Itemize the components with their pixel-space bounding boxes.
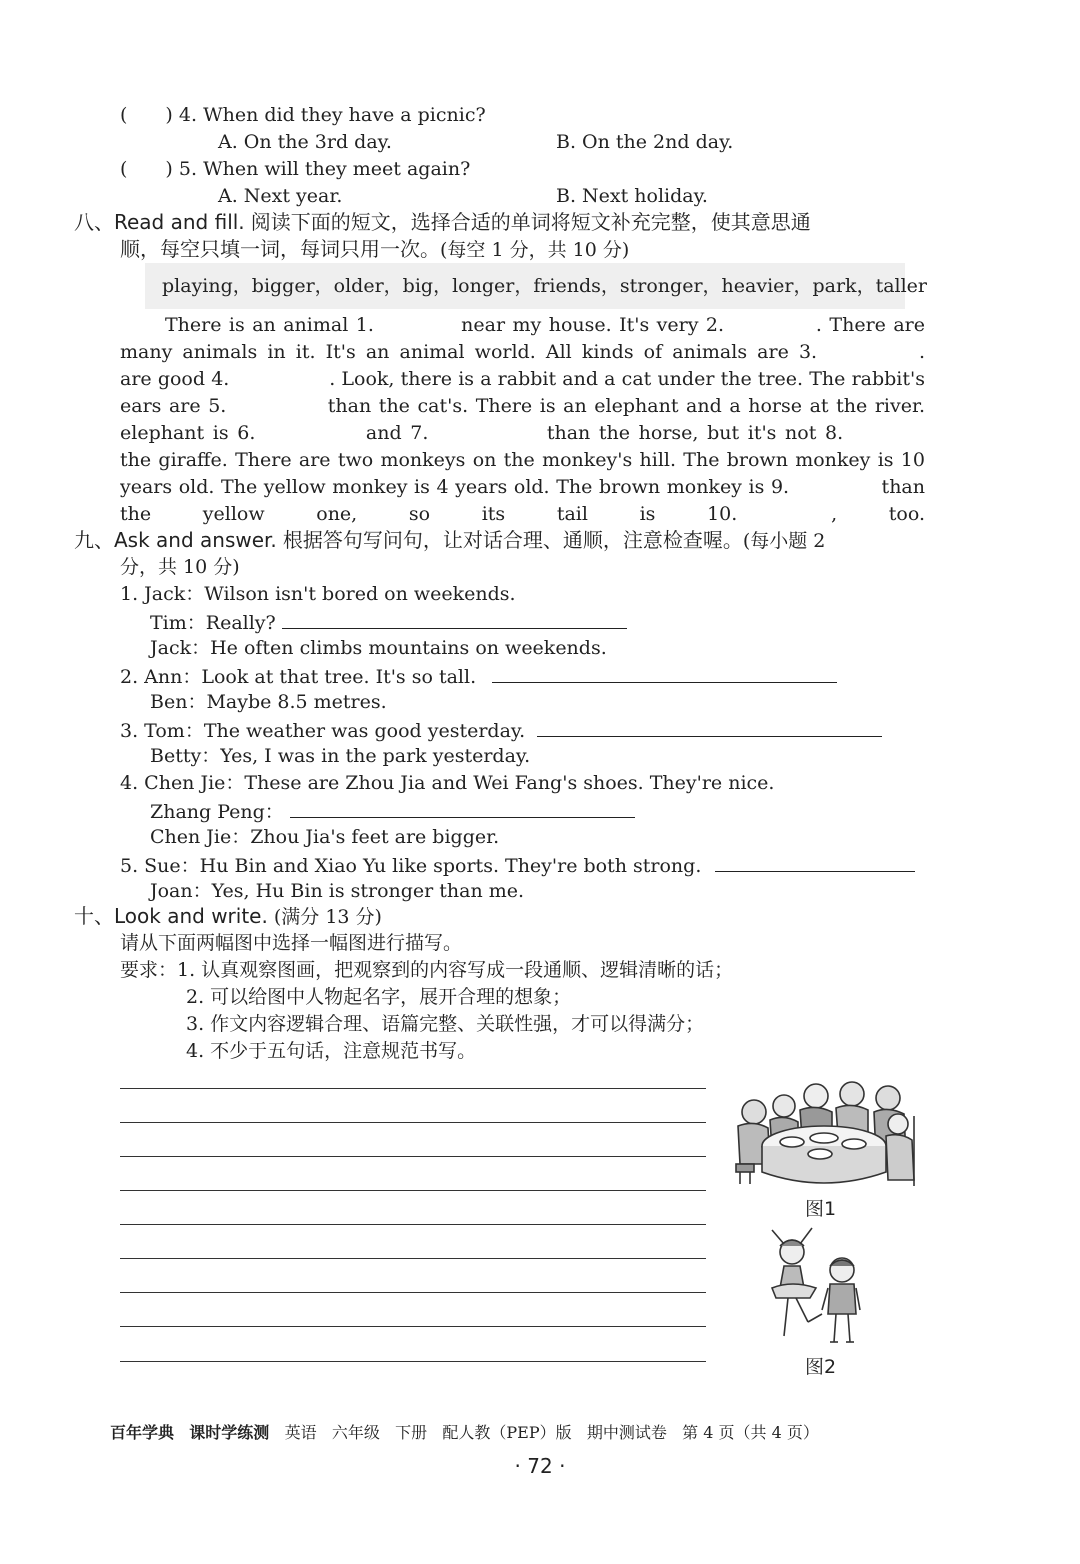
dialog-line [120,770,774,796]
passage-line [120,474,925,500]
dialog-text: 5. Sue：Hu Bin and Xiao Yu like sports. They're both strong. [120,855,702,877]
brand-name: 百年学典 [110,1423,175,1442]
answer-blank[interactable]: 10. [707,501,831,527]
passage-text: years old. The yellow monkey is 4 years old. The brown monkey is [120,476,771,498]
question-4: ( ) 4. When did they have a picnic? [120,104,486,126]
dialog-text: Betty：Yes, I was in the park yesterday. [150,745,531,767]
section-title: Look and write. [114,904,268,928]
passage-text: ears are [120,395,209,417]
section-title: Read and fill. [114,210,245,234]
section-9-header-line2: 分，共 10 分) [120,556,240,578]
dialog-line [120,716,882,744]
requirement-4: 4. 不少于五句话，注意规范书写。 [186,1040,477,1062]
answer-paren[interactable]: ( ) [120,158,173,180]
answer-blank[interactable]: 8. [825,420,925,446]
passage-text: , too. [831,503,925,525]
passage-text: the yellow one, so its tail is [120,503,708,525]
dialog-text: 1. Jack：Wilson isn't bored on weekends. [120,583,516,605]
answer-blank[interactable]: 9. [771,474,875,500]
answer-blank[interactable]: 2. [706,312,816,338]
passage-text: elephant is [120,422,238,444]
question-text: When will they meet again? [203,158,471,180]
writing-line[interactable] [120,1361,706,1362]
answer-blank[interactable]: 4. [211,366,329,392]
passage-line [165,312,925,338]
section-8-header: 八、Read and fill. 阅读下面的短文，选择合适的单词将短文补充完整，使其意思通 [74,210,811,234]
question-5-option-b: B. Next holiday. [556,185,708,207]
writing-line[interactable] [120,1258,706,1259]
dialog-line [120,662,837,690]
page-indicator: 第 4 页（共 4 页） [682,1423,819,1442]
section-10-header: 十、Look and write. (满分 13 分) [74,904,382,928]
passage-line [120,366,925,392]
passage-line [120,447,925,473]
answer-line[interactable] [282,608,627,629]
dialog-line [150,635,607,661]
question-4-option-a: A. On the 3rd day. [218,131,392,153]
passage-text: . [918,341,925,363]
dialog-text: 3. Tom：The weather was good yesterday. [120,720,526,742]
dialog-text: Joan：Yes, Hu Bin is stronger than me. [150,880,525,902]
section-instruction: 阅读下面的短文，选择合适的单词将短文补充完整，使其意思通 [250,210,811,234]
dialog-line [150,743,530,769]
figure-1-caption: 图1 [805,1198,837,1220]
dialog-text: Tim：Really? [150,612,276,634]
question-4-option-b: B. On the 2nd day. [556,131,734,153]
answer-blank[interactable]: 7. [410,420,538,446]
dialog-text: Zhang Peng： [150,801,284,823]
passage-line [120,339,925,365]
writing-line[interactable] [120,1292,706,1293]
answer-line[interactable] [492,662,837,683]
answer-line[interactable] [715,851,915,872]
passage-line [120,420,925,446]
dialog-text: Jack：He often climbs mountains on weekends. [150,637,607,659]
answer-line[interactable] [290,797,635,818]
answer-blank[interactable]: 6. [237,420,357,446]
dialog-text: 2. Ann：Look at that tree. It's so tall. [120,666,477,688]
passage-text: the giraffe. There are two monkeys on the monkey's hill. The brown monkey is 10 [120,449,925,471]
dancing-children-illustration [760,1226,870,1348]
dialog-text: Ben：Maybe 8.5 metres. [150,691,387,713]
family-dinner-illustration [728,1076,920,1188]
answer-blank[interactable]: 1. [356,312,454,338]
figure-2-caption: 图2 [805,1356,837,1378]
page-number: · 72 · [514,1454,566,1478]
answer-blank[interactable]: 5. [208,393,320,419]
question-5: ( ) 5. When will they meet again? [120,158,471,180]
question-5-option-a: A. Next year. [218,185,343,207]
writing-line[interactable] [120,1088,706,1089]
section-9-header: 九、Ask and answer. 根据答句写问句，让对话合理、通顺，注意检查喔。(每小题 2 [74,528,826,552]
passage-text: There is an animal [165,314,356,336]
dialog-line [150,608,627,636]
dialog-line [120,581,516,607]
writing-line[interactable] [120,1224,706,1225]
question-text: When did they have a picnic? [203,104,486,126]
section-8-header-line2: 顺，每空只填一词，每词只用一次。(每空 1 分，共 10 分) [120,237,630,261]
passage-text: and [357,422,411,444]
passage-text: . Look, there is a rabbit and a cat under the tree. The rabbit's [329,368,925,390]
dialog-text: Chen Jie：Zhou Jia's feet are bigger. [150,826,500,848]
section-10-intro: 请从下面两幅图中选择一幅图进行描写。 [120,932,463,954]
section-instruction: 根据答句写问句，让对话合理、通顺，注意检查喔。 [282,528,743,552]
score-note: (每小题 2 [742,530,826,552]
dialog-line [150,824,499,850]
passage-line [120,393,925,419]
dialog-line [150,878,524,904]
score-note: (满分 13 分) [273,906,382,928]
passage-text: many animals in it. It's an animal world. All kinds of animals are [120,341,799,363]
passage-text: than the cat's. There is an elephant and a horse at the river. [327,395,925,417]
requirement-1: 要求：1. 认真观察图画，把观察到的内容写成一段通顺、逻辑清晰的话； [120,959,734,981]
passage-text: than the horse, but it's not [538,422,825,444]
passage-line [120,501,925,527]
requirement-3: 3. 作文内容逻辑合理、语篇完整、关联性强，才可以得满分； [186,1013,705,1035]
answer-blank[interactable]: 3. [799,339,919,365]
dialog-text: 4. Chen Jie：These are Zhou Jia and Wei Fang's shoes. They're nice. [120,772,775,794]
page-footer: 百年学典 课时学练测 英语 六年级 下册 配人教（PEP）版 期中测试卷 第 4 页（共 4 页） [110,1423,819,1442]
passage-text: than [874,476,925,498]
section-title: Ask and answer. [114,528,277,552]
writing-line[interactable] [120,1190,706,1191]
dialog-line [150,689,387,715]
dialog-line [120,851,915,879]
writing-line[interactable] [120,1326,706,1327]
answer-line[interactable] [537,716,882,737]
writing-line[interactable] [120,1156,706,1157]
series-name: 课时学练测 [189,1423,270,1442]
dialog-line [150,797,635,825]
score-note: (每空 1 分，共 10 分) [440,239,630,261]
passage-text: . There are [815,314,925,336]
word-bank-text: playing，bigger，older，big，longer，friends，stronger，heavier，park，taller [162,275,928,297]
passage-text: are good [120,368,212,390]
writing-line[interactable] [120,1122,706,1123]
passage-text: near my house. It's very [453,314,706,336]
requirement-2: 2. 可以给图中人物起名字，展开合理的想象； [186,986,572,1008]
answer-paren[interactable]: ( ) [120,104,173,126]
